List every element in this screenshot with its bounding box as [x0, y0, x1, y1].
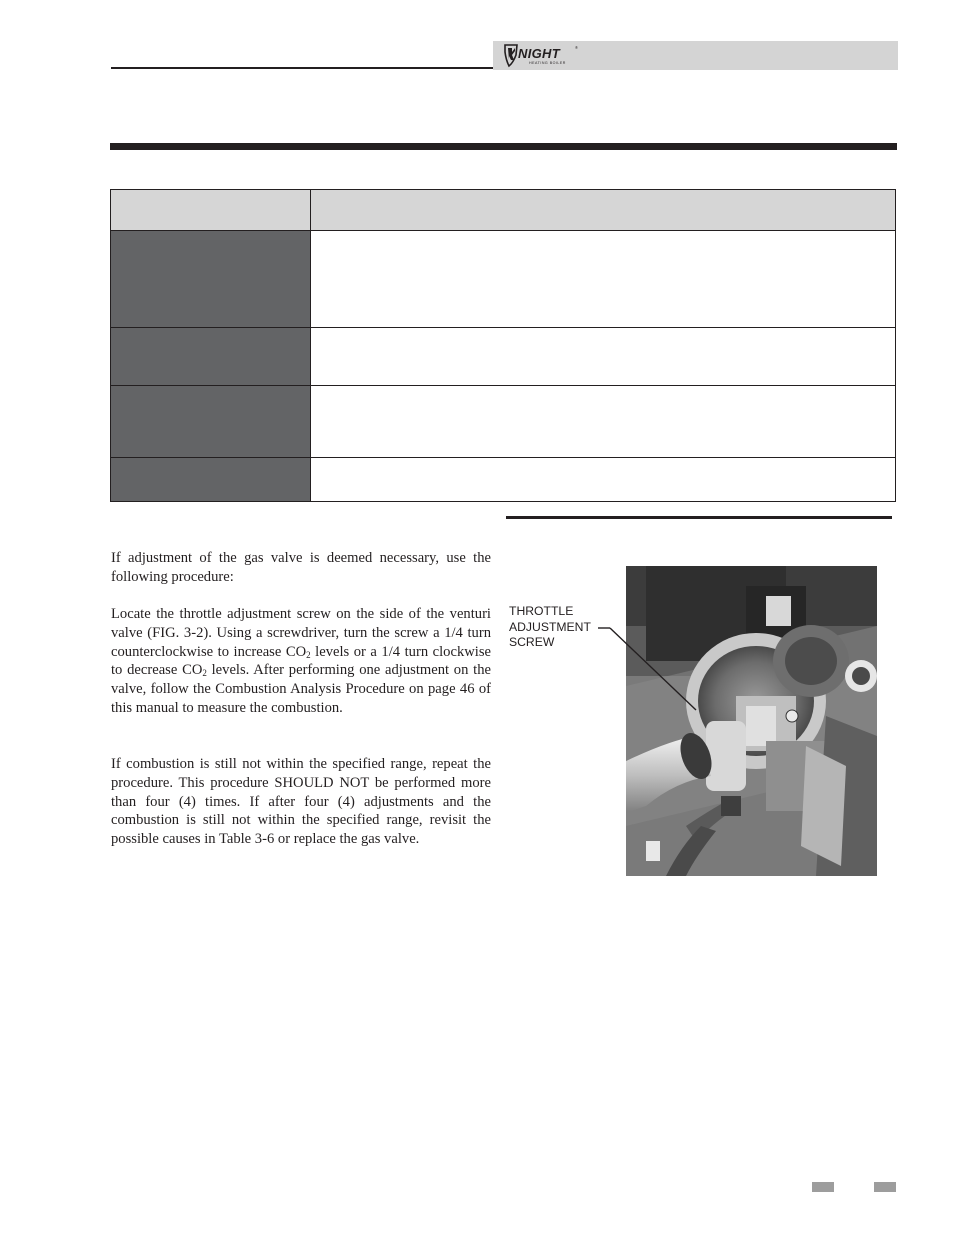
knight-shield-logo-icon	[503, 42, 585, 68]
section-divider-bar	[110, 143, 897, 150]
callout-line-2: ADJUSTMENT	[509, 619, 591, 634]
callout-line-1: THROTTLE	[509, 604, 574, 618]
table-row	[111, 458, 895, 501]
knight-logo	[503, 42, 585, 68]
callout-line-3: SCREW	[509, 635, 555, 649]
svg-text:HEATING BOILER: HEATING BOILER	[529, 61, 566, 65]
table-cell-value	[311, 328, 895, 385]
table-row	[111, 231, 895, 328]
svg-text:NIGHT: NIGHT	[518, 46, 560, 61]
callout-leader-line	[500, 560, 710, 720]
table-cell-label	[111, 458, 311, 501]
table-cell-label	[111, 386, 311, 457]
figure-heading-rule	[506, 516, 892, 519]
troubleshooting-table	[110, 189, 896, 502]
table-header-row	[111, 190, 895, 231]
footer-tab-left	[812, 1182, 834, 1192]
body-paragraph-1: If adjustment of the gas valve is deemed necessary, use the following procedure:	[111, 550, 491, 585]
table-cell-value	[311, 458, 895, 501]
table-cell-label	[111, 231, 311, 327]
svg-text:®: ®	[575, 45, 578, 50]
table-row	[111, 386, 895, 458]
table-cell-label	[111, 328, 311, 385]
table-cell-value	[311, 231, 895, 327]
body-paragraph-3: If combustion is still not within the specified range, repeat the procedure. This procedure SHOULD NOT be performed more than four (4) times. If after four (4) adjustments and the combustion is still not within the specified range, revisit the possible causes in Table 3-6 or replace the gas valve.	[111, 756, 491, 848]
table-cell-value	[311, 386, 895, 457]
table-header-cell	[311, 190, 895, 230]
body-paragraph-2: Locate the throttle adjustment screw on the side of the venturi valve (FIG. 3-2). Using a screwdriver, turn the screw a 1/4 turn counterclockwise to increase $CO_2$ levels or a 1/4 turn clockwise to decrease $CO_2$ levels. After performing one adjustment on the valve, follow the Combustion Analysis Procedure on page 46 of this manual to measure the combustion.	[111, 606, 492, 716]
table-header-cell	[111, 190, 311, 230]
footer-tab-right	[874, 1182, 896, 1192]
table-row	[111, 328, 895, 386]
